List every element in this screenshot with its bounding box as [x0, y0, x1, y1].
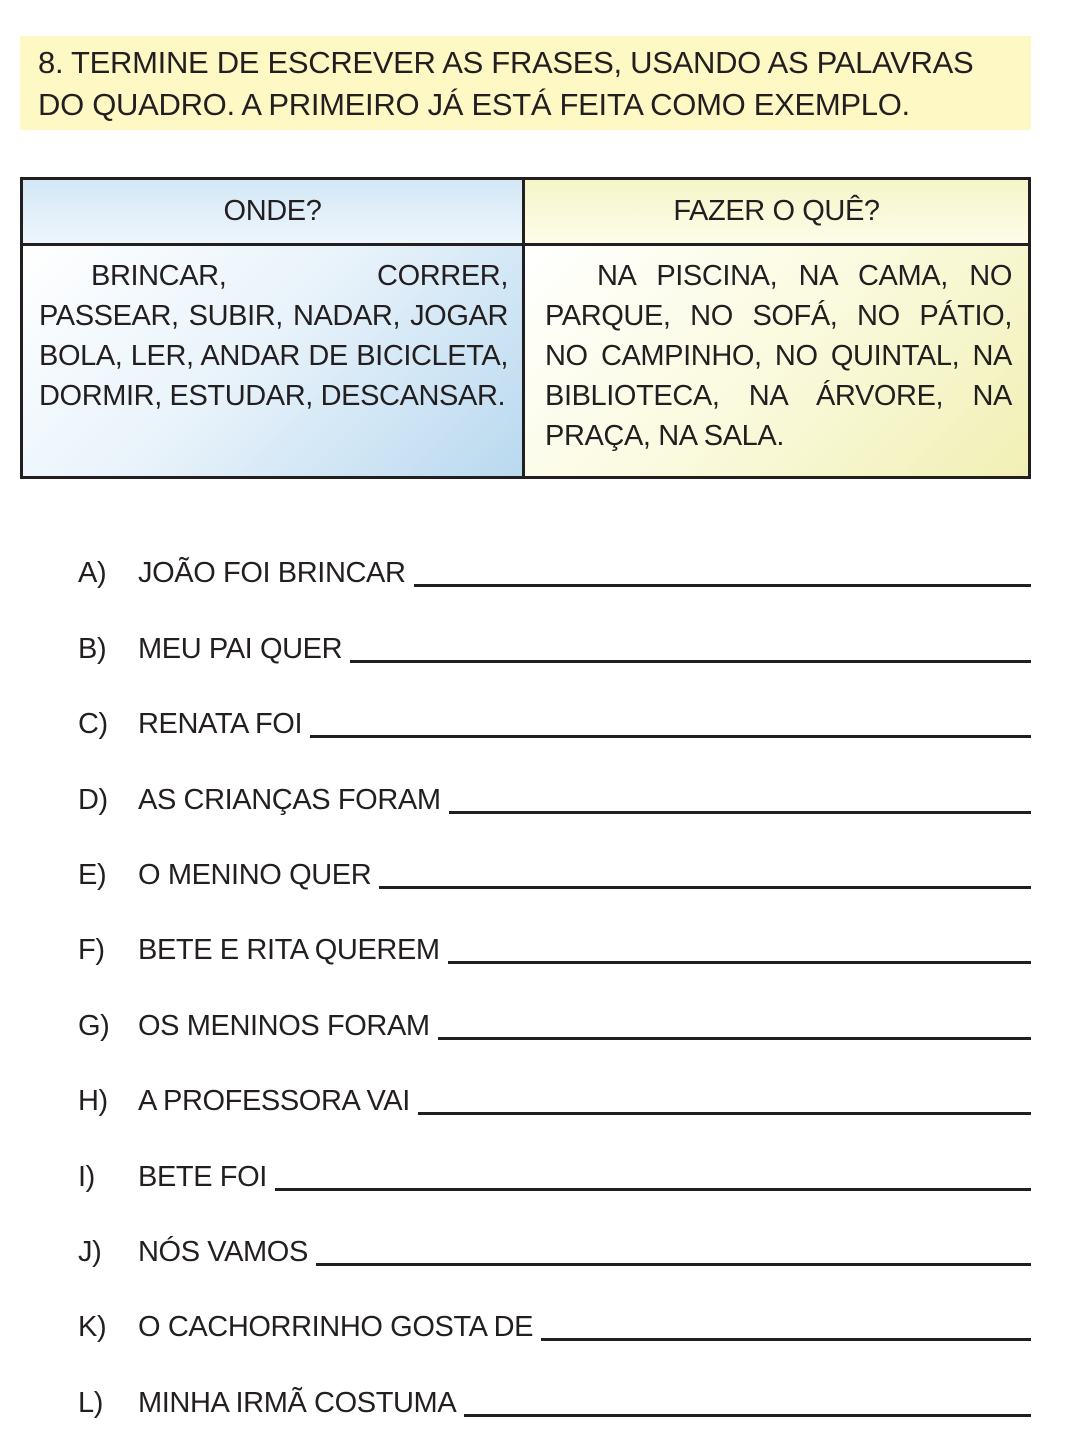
answer-line[interactable]	[350, 660, 1031, 663]
answer-line[interactable]	[449, 811, 1031, 814]
sentence-list	[78, 520, 1031, 1425]
list-item	[78, 1048, 1031, 1123]
list-item	[78, 520, 1031, 595]
answer-line[interactable]	[316, 1263, 1031, 1266]
list-item	[78, 822, 1031, 897]
item-text: AS CRIANÇAS FORAM	[138, 783, 441, 816]
item-text: A PROFESSORA VAI	[138, 1085, 410, 1118]
item-text: MEU PAI QUER	[138, 632, 343, 665]
item-letter: F)	[78, 934, 105, 967]
item-text: NÓS VAMOS	[138, 1235, 308, 1268]
item-text: OS MENINOS FORAM	[138, 1009, 430, 1042]
answer-line[interactable]	[541, 1338, 1031, 1341]
item-text: BETE FOI	[138, 1160, 267, 1193]
item-letter: C)	[78, 708, 108, 741]
item-letter: L)	[78, 1386, 103, 1419]
answer-line[interactable]	[438, 1037, 1031, 1040]
answer-line[interactable]	[310, 735, 1031, 738]
item-letter: A)	[78, 557, 107, 590]
item-text: RENATA FOI	[138, 708, 303, 741]
list-item	[78, 972, 1031, 1047]
item-letter: B)	[78, 632, 107, 665]
item-letter: H)	[78, 1085, 108, 1118]
item-letter: J)	[78, 1235, 102, 1268]
table-cell-verbs: BRINCAR, CORRER, PASSEAR, SUBIR, NADAR, JOGAR BOLA, LER, ANDAR DE BICICLETA, DORMIR, ESTUDAR, DESCANSAR.	[23, 246, 525, 476]
list-item	[78, 1199, 1031, 1274]
list-item	[78, 671, 1031, 746]
item-letter: K)	[78, 1311, 107, 1344]
list-item	[78, 1123, 1031, 1198]
item-text: MINHA IRMÃ COSTUMA	[138, 1386, 457, 1419]
list-item	[78, 897, 1031, 972]
item-text: JOÃO FOI BRINCAR	[138, 557, 406, 590]
item-letter: D)	[78, 783, 108, 816]
answer-line[interactable]	[379, 886, 1031, 889]
list-item	[78, 1274, 1031, 1349]
list-item	[78, 595, 1031, 670]
word-table	[20, 177, 1031, 479]
answer-line[interactable]	[418, 1112, 1031, 1115]
list-item	[78, 746, 1031, 821]
answer-line[interactable]	[414, 584, 1031, 587]
table-header-onde: ONDE?	[23, 180, 525, 246]
exercise-instruction: 8. TERMINE DE ESCREVER AS FRASES, USANDO AS PALAVRAS DO QUADRO. A PRIMEIRO JÁ ESTÁ FEITA COMO EXEMPLO.	[20, 36, 1031, 130]
answer-line[interactable]	[275, 1188, 1031, 1191]
answer-line[interactable]	[464, 1414, 1031, 1417]
item-letter: E)	[78, 858, 107, 891]
item-letter: G)	[78, 1009, 110, 1042]
table-header-fazer-o-que: FAZER O QUÊ?	[525, 180, 1028, 246]
item-letter: I)	[78, 1160, 95, 1193]
item-text: O MENINO QUER	[138, 858, 372, 891]
item-text: O CACHORRINHO GOSTA DE	[138, 1311, 534, 1344]
answer-line[interactable]	[448, 961, 1031, 964]
list-item	[78, 1349, 1031, 1424]
table-cell-places: NA PISCINA, NA CAMA, NO PARQUE, NO SOFÁ, NO PÁTIO, NO CAMPINHO, NO QUINTAL, NA BIBLIOTECA, NA ÁRVORE, NA PRAÇA, NA SALA.	[525, 246, 1028, 476]
item-text: BETE E RITA QUEREM	[138, 934, 440, 967]
